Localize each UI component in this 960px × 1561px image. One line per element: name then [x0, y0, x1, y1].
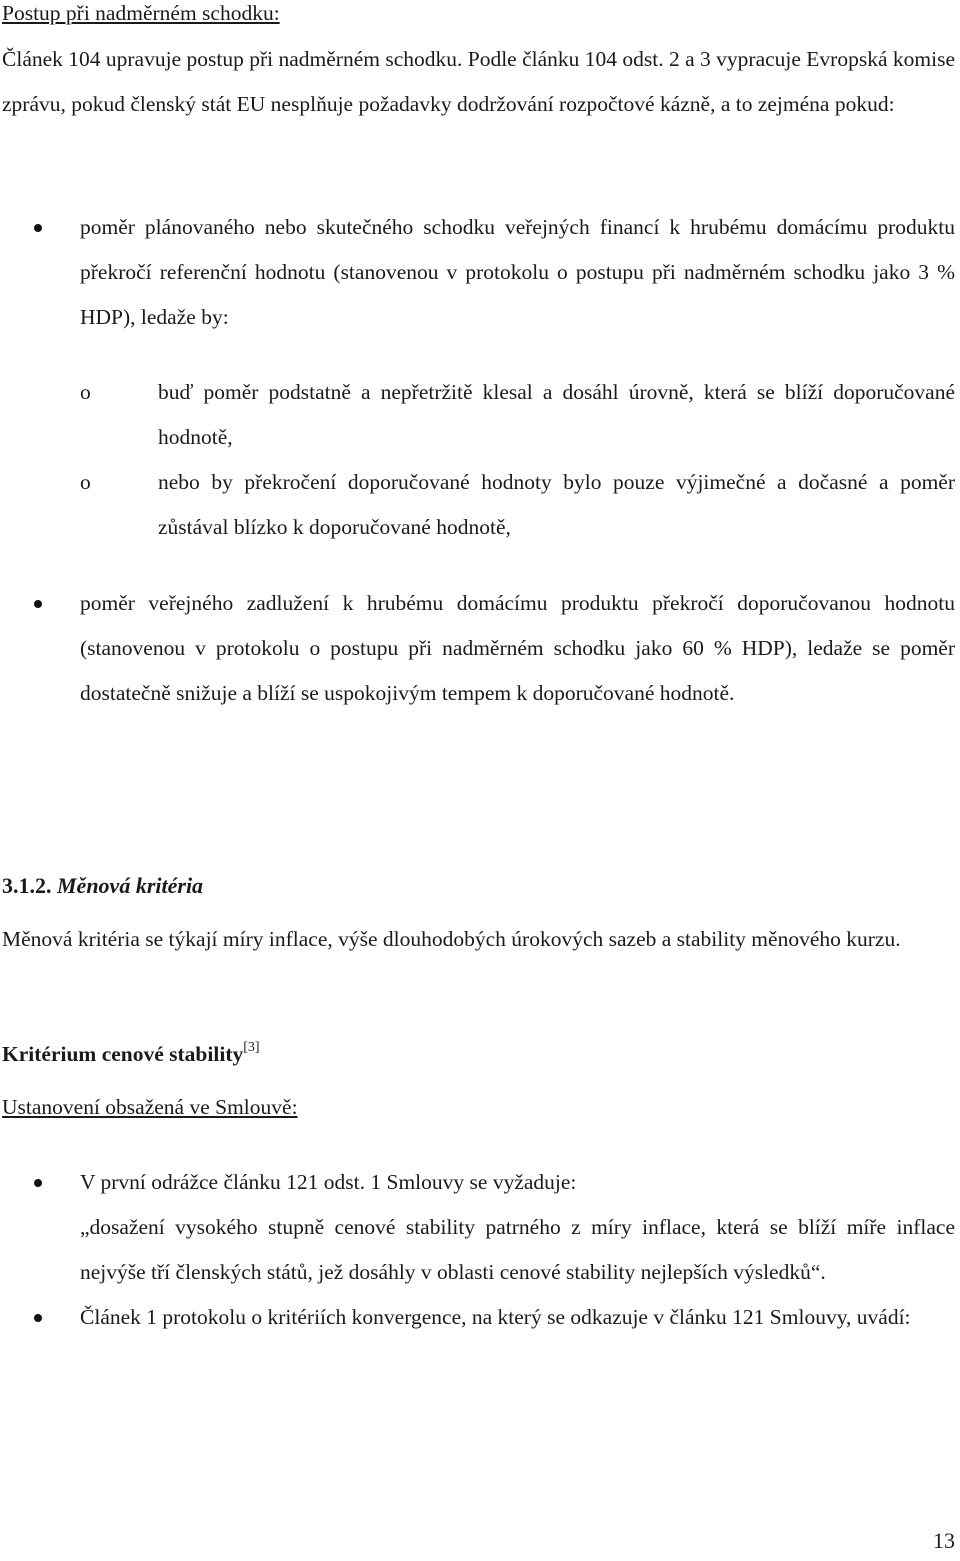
- page-number: 13: [933, 1528, 955, 1553]
- section-heading-monetary-criteria: [2, 863, 955, 908]
- treaty-quote: „dosažení vysokého stupně cenové stability patrného z míry inflace, která se blíží míře inflace nejvýše tří členských států, jež dosáhly v oblasti cenové stability nejlepších výsledků“.: [80, 1215, 955, 1284]
- section-number: 3.1.2.: [2, 873, 52, 898]
- sub-item-temporary-excess: [0, 460, 955, 550]
- section-intro-paragraph: Článek 104 upravuje postup při nadměrném schodku. Podle článku 104 odst. 2 a 3 vypracuje Evropská komise zprávu, pokud členský stát EU nesplňuje požadavky dodržování rozpočtové kázně, a to zejména pokud:: [2, 47, 955, 116]
- sub-bullet-marker: o: [80, 470, 91, 494]
- bullet-protocol-article-1: Článek 1 protokolu o kritériích konvergence, na který se odkazuje v článku 121 Smlouvy, uvádí:: [0, 1295, 955, 1340]
- sub-item-text: nebo by překročení doporučované hodnoty bylo pouze výjimečné a dočasné a poměr zůstával blízko k doporučované hodnotě,: [158, 470, 955, 539]
- bullet-deficit-ratio: poměr plánovaného nebo skutečného schodku veřejných financí k hrubému domácímu produktu překročí referenční hodnotu (stanovenou v protokolu o postupu při nadměrném schodku jako 3 % HDP), ledaže by:: [0, 205, 955, 340]
- bullet-article-121: [0, 1160, 955, 1295]
- debt-criteria-list: [0, 581, 955, 716]
- sub-bullet-marker: o: [80, 380, 91, 404]
- monetary-criteria-intro: Měnová kritéria se týkají míry inflace, výše dlouhodobých úrokových sazeb a stability měnového kurzu.: [2, 927, 901, 951]
- subheading-price-stability: [2, 1032, 955, 1077]
- section-title: Měnová kritéria: [57, 873, 204, 898]
- sub-item-declining-ratio: [0, 370, 955, 460]
- citation-reference: [3]: [243, 1040, 260, 1055]
- bullet-text: V první odrážce článku 121 odst. 1 Smlouvy se vyžaduje:: [80, 1170, 577, 1194]
- section-heading-excessive-deficit: Postup při nadměrném schodku:: [2, 1, 280, 25]
- bullet-debt-ratio: poměr veřejného zadlužení k hrubému domácímu produktu překročí doporučovanou hodnotu (stanovenou v protokolu o postupu při nadměrném schodku jako 60 % HDP), ledaže se poměr dostatečně snižuje a blíží se uspokojivým tempem k doporučované hodnotě.: [0, 581, 955, 716]
- subheading-text: Kritérium cenové stability: [2, 1042, 244, 1066]
- treaty-provisions-list: [0, 1160, 955, 1340]
- provisions-label: Ustanovení obsažená ve Smlouvě:: [2, 1095, 298, 1119]
- deficit-exceptions-list: [0, 370, 955, 550]
- deficit-criteria-list: [0, 205, 955, 340]
- sub-item-text: buď poměr podstatně a nepřetržitě klesal a dosáhl úrovně, která se blíží doporučované hodnotě,: [158, 380, 955, 449]
